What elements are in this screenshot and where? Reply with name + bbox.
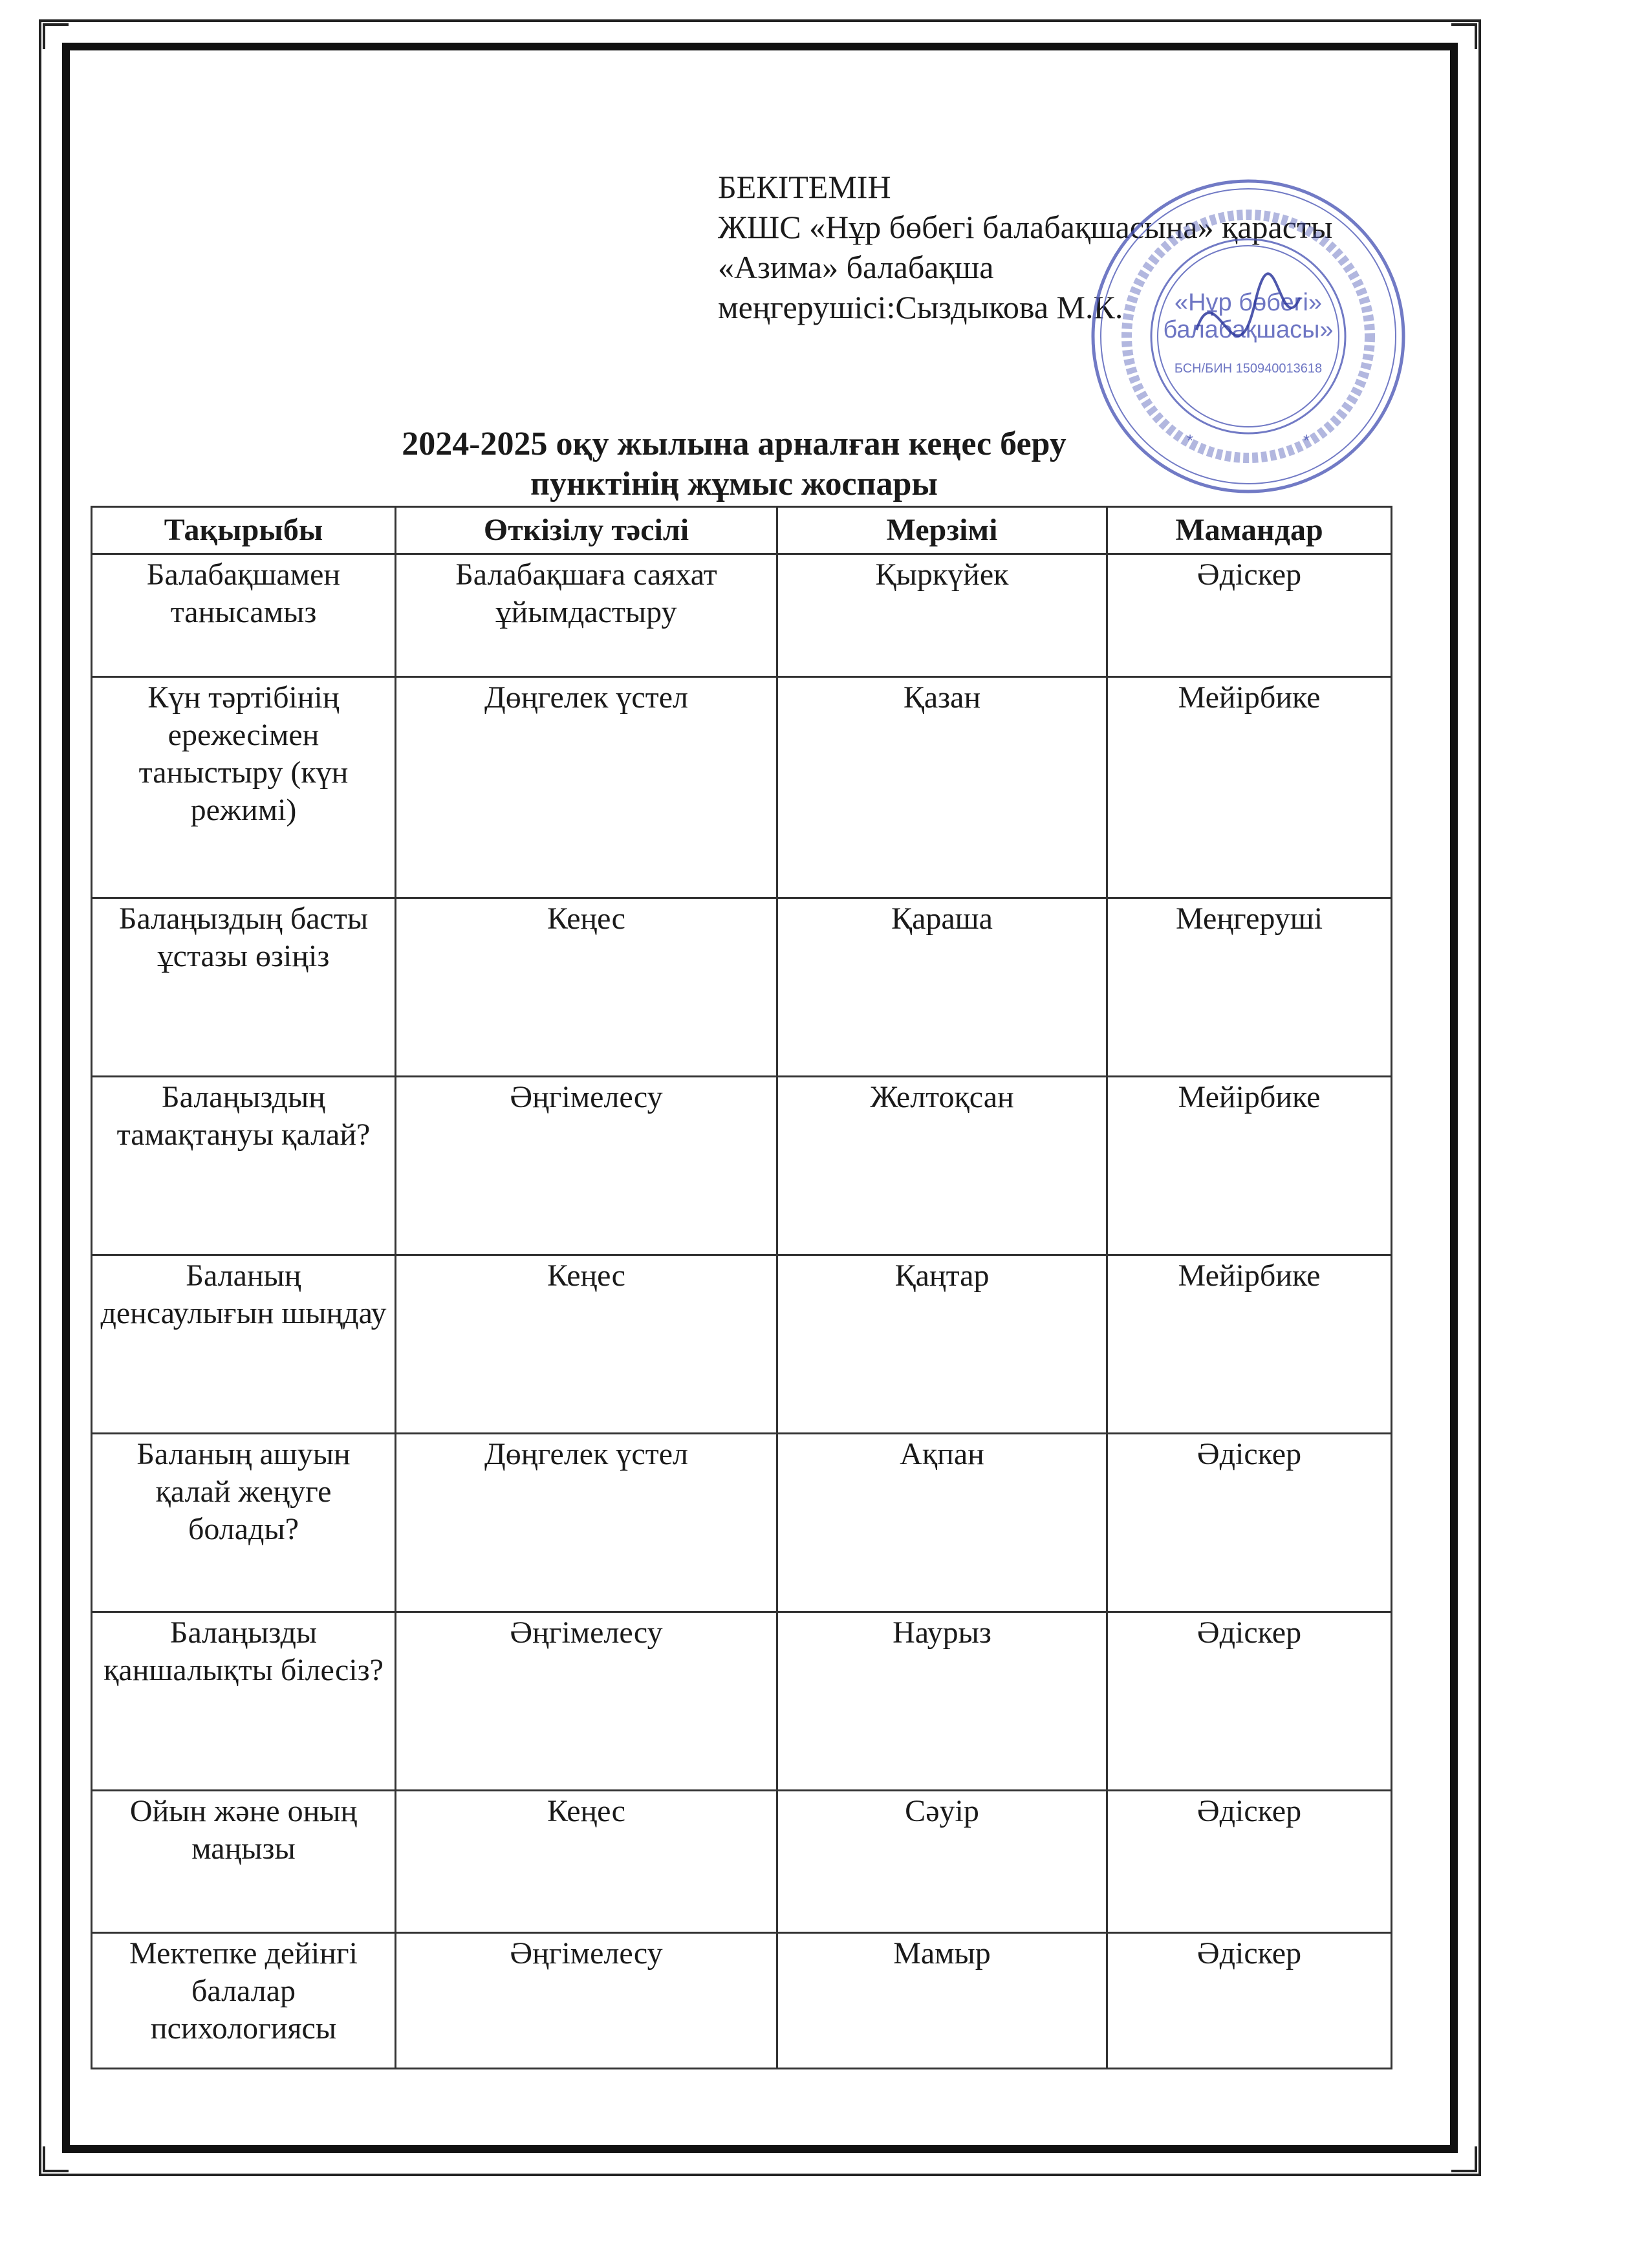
approval-signatory: меңгерушісі:Сыздыкова М.К. bbox=[718, 289, 1123, 325]
approval-organization: ЖШС «Нұр бөбегі балабақшасына» қарасты bbox=[718, 209, 1333, 245]
cell-topic: Балаңыздың басты ұстазы өзіңіз bbox=[92, 898, 396, 1077]
stamp-name-line1: «Нұр бөбегі» bbox=[1174, 289, 1323, 316]
border-corner bbox=[43, 23, 69, 49]
cell-term: Қараша bbox=[777, 898, 1107, 1077]
cell-topic: Балабақшамен танысамыз bbox=[92, 554, 396, 677]
table-row bbox=[92, 1255, 1392, 1434]
stamp-name-line2: балабақшасы» bbox=[1163, 316, 1334, 343]
table-row bbox=[92, 554, 1392, 677]
table-row bbox=[92, 1791, 1392, 1933]
cell-method: Дөңгелек үстел bbox=[396, 677, 777, 898]
header-method: Өткізілу тәсілі bbox=[396, 507, 777, 554]
cell-specialist: Әдіскер bbox=[1107, 1434, 1392, 1612]
cell-method: Кеңес bbox=[396, 1255, 777, 1434]
cell-method: Балабақшаға саяхат ұйымдастыру bbox=[396, 554, 777, 677]
border-corner bbox=[43, 2146, 69, 2172]
cell-specialist: Мейірбике bbox=[1107, 1077, 1392, 1255]
cell-method: Әңгімелесу bbox=[396, 1612, 777, 1791]
cell-specialist: Әдіскер bbox=[1107, 1791, 1392, 1933]
header-term: Мерзімі bbox=[777, 507, 1107, 554]
cell-topic: Ойын және оның маңызы bbox=[92, 1791, 396, 1933]
cell-method: Кеңес bbox=[396, 1791, 777, 1933]
cell-specialist: Меңгеруші bbox=[1107, 898, 1392, 1077]
title-line1: 2024-2025 оқу жылына арналған кеңес беру bbox=[402, 426, 1067, 462]
cell-method: Әңгімелесу bbox=[396, 1077, 777, 1255]
cell-topic: Баланың ашуын қалай жеңуге болады? bbox=[92, 1434, 396, 1612]
cell-term: Желтоқсан bbox=[777, 1077, 1107, 1255]
table-header-row bbox=[92, 507, 1392, 554]
cell-topic: Баланың денсаулығын шыңдау bbox=[92, 1255, 396, 1434]
approval-kindergarten: «Азима» балабақша bbox=[718, 249, 994, 285]
stamp-bin: БСН/БИН 150940013618 bbox=[1174, 362, 1323, 376]
table-row bbox=[92, 898, 1392, 1077]
cell-topic: Балаңызды қаншалықты білесіз? bbox=[92, 1612, 396, 1791]
table-row bbox=[92, 1077, 1392, 1255]
cell-specialist: Әдіскер bbox=[1107, 554, 1392, 677]
svg-text:*: * bbox=[1303, 431, 1310, 450]
cell-specialist: Мейірбике bbox=[1107, 1255, 1392, 1434]
cell-method: Дөңгелек үстел bbox=[396, 1434, 777, 1612]
title-line2: пунктінің жұмыс жоспары bbox=[530, 466, 938, 502]
cell-term: Мамыр bbox=[777, 1933, 1107, 2069]
cell-term: Ақпан bbox=[777, 1434, 1107, 1612]
cell-specialist: Әдіскер bbox=[1107, 1933, 1392, 2069]
cell-term: Қыркүйек bbox=[777, 554, 1107, 677]
border-corner bbox=[1451, 23, 1477, 49]
cell-topic: Балаңыздың тамақтануы қалай? bbox=[92, 1077, 396, 1255]
table-row bbox=[92, 677, 1392, 898]
cell-term: Наурыз bbox=[777, 1612, 1107, 1791]
border-corner bbox=[1451, 2146, 1477, 2172]
cell-topic: Күн тәртібінің ережесімен таныстыру (күн режимі) bbox=[92, 677, 396, 898]
cell-method: Әңгімелесу bbox=[396, 1933, 777, 2069]
header-topic: Тақырыбы bbox=[92, 507, 396, 554]
document-title bbox=[272, 424, 1196, 504]
consultation-plan-table bbox=[91, 506, 1392, 2069]
cell-term: Қаңтар bbox=[777, 1255, 1107, 1434]
cell-topic: Мектепке дейінгі балалар психологиясы bbox=[92, 1933, 396, 2069]
table-row bbox=[92, 1434, 1392, 1612]
svg-text:*: * bbox=[1186, 431, 1194, 450]
table-row bbox=[92, 1612, 1392, 1791]
cell-term: Сәуір bbox=[777, 1791, 1107, 1933]
cell-term: Қазан bbox=[777, 677, 1107, 898]
table-row bbox=[92, 1933, 1392, 2069]
cell-specialist: Мейірбике bbox=[1107, 677, 1392, 898]
cell-specialist: Әдіскер bbox=[1107, 1612, 1392, 1791]
approval-heading: БЕКІТЕМІН bbox=[718, 169, 891, 205]
cell-method: Кеңес bbox=[396, 898, 777, 1077]
header-specialists: Мамандар bbox=[1107, 507, 1392, 554]
